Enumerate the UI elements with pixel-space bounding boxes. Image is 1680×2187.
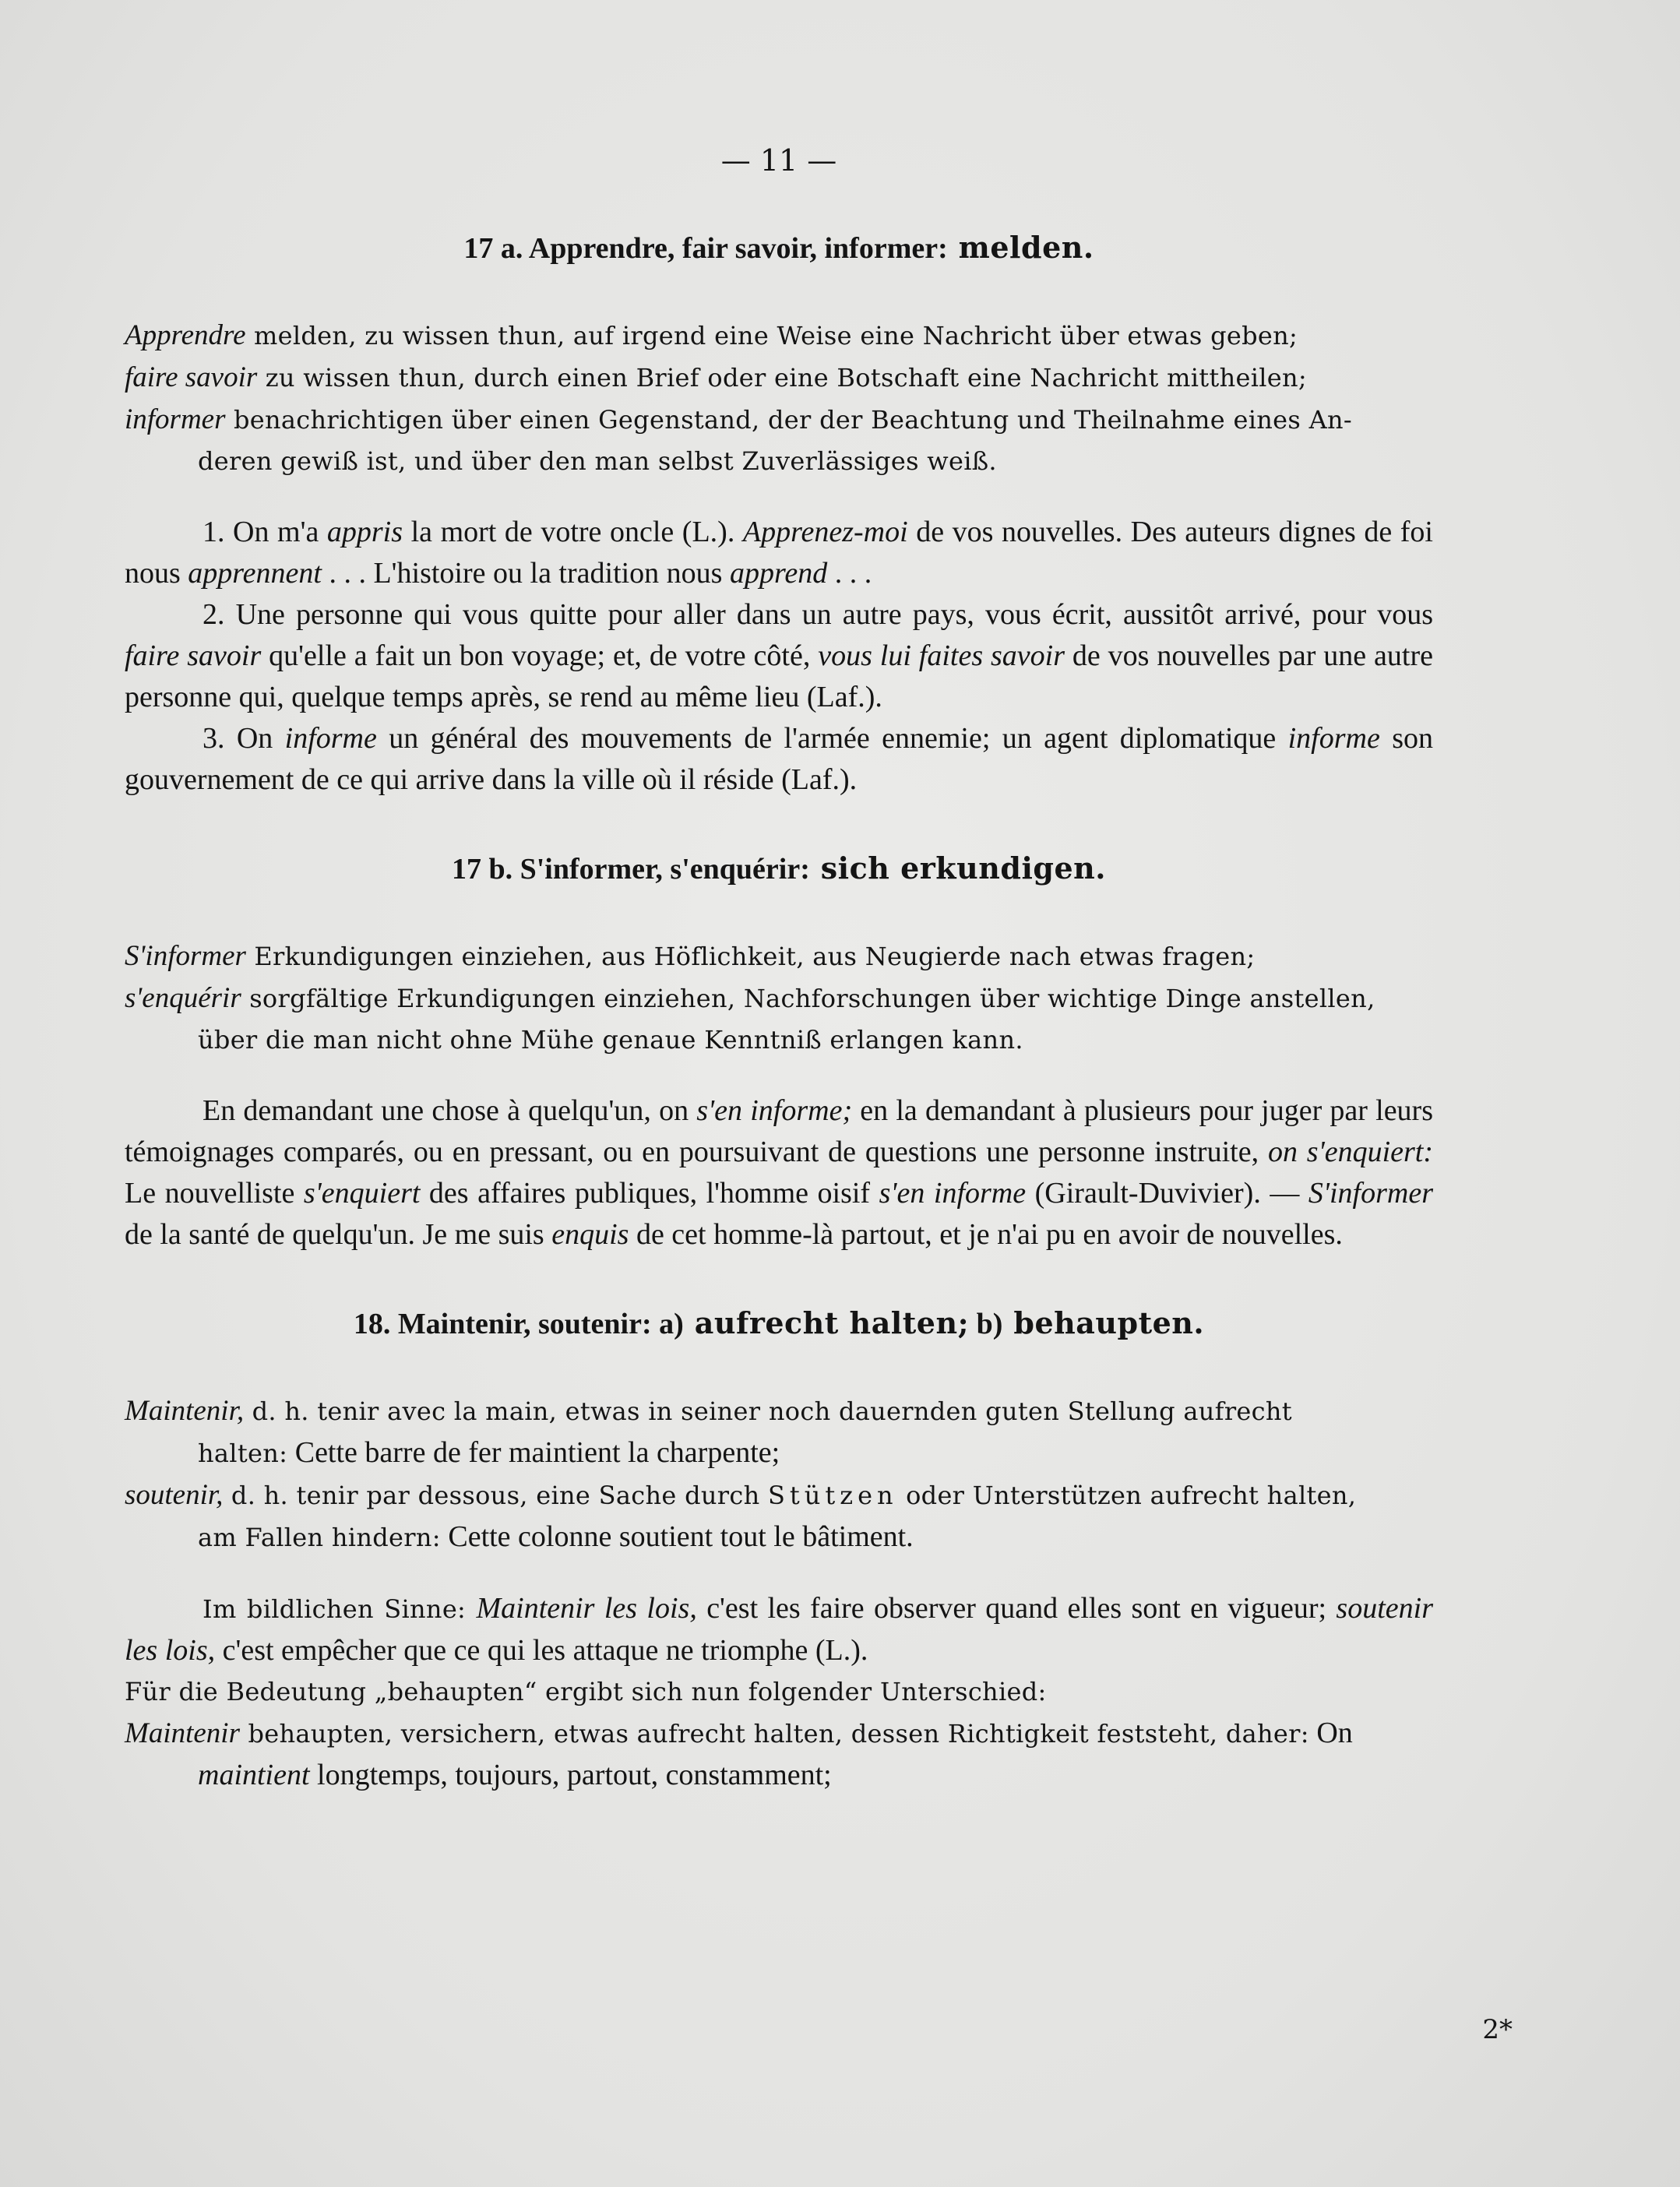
text: la mort de votre oncle (L.). — [403, 516, 743, 548]
italic-text: s'en informe; — [696, 1094, 853, 1127]
spaced-text: Stützen — [767, 1481, 898, 1510]
definition-line — [125, 1474, 1433, 1516]
text: 1. On m'a — [203, 516, 327, 548]
italic-text: apprennent — [188, 557, 322, 590]
text: 2. Une personne qui vous quitte pour aller dans un autre pays, vous écrit, aussitôt arrivé, pour vous — [203, 598, 1433, 631]
definition-line — [125, 1390, 1433, 1432]
section-18-heading — [125, 1302, 1433, 1345]
section-17a-definitions — [125, 315, 1433, 482]
definition-text: d. h. tenir par dessous, eine Sache durch — [223, 1481, 768, 1510]
example-2 — [125, 594, 1433, 718]
section-18-title-mid: b) — [969, 1308, 1003, 1340]
definition-line — [125, 1020, 1433, 1061]
example-text: On — [1308, 1717, 1353, 1749]
example-text: Cette barre de fer maintient la charpente; — [287, 1436, 780, 1469]
text: de cet homme-là partout, et je n'ai pu en avoir de nouvelles. — [629, 1218, 1343, 1251]
term: faire savoir — [125, 361, 258, 393]
section-18-title-de2: behaupten. — [1013, 1305, 1205, 1340]
italic-text: faire savoir — [125, 639, 262, 672]
definition-text: behaupten, versichern, etwas aufrecht halten, dessen Richtigkeit feststeht, daher: — [239, 1719, 1309, 1749]
text: c'est empêcher que ce qui les attaque ne triomphe (L.). — [215, 1634, 868, 1667]
text: son gouvernement de ce qui arrive dans la ville où il réside (Laf.). — [125, 722, 1433, 796]
italic-text: soutenir les lois, — [125, 1592, 1433, 1667]
text: qu'elle a fait un bon voyage; et, de votre côté, — [261, 639, 819, 672]
definition-line — [125, 357, 1433, 399]
section-17a-title: 17 a. Apprendre, fair savoir, informer: — [463, 232, 948, 265]
definition-text: am Fallen hindern: — [198, 1523, 441, 1552]
italic-text: vous lui faites savoir — [818, 639, 1065, 672]
term: Maintenir — [125, 1717, 240, 1749]
term: Maintenir, — [125, 1395, 245, 1427]
section-18-definitions — [125, 1390, 1433, 1558]
text: de vos nouvelles. Des auteurs dignes de foi nous — [125, 516, 1433, 590]
definition-text: d. h. tenir avec la main, etwas in seiner noch dauernden guten Stellung aufrecht — [244, 1396, 1292, 1426]
section-17b-heading — [125, 847, 1433, 890]
text: Für die Bedeutung „behaupten“ ergibt sich nun folgender Unterschied: — [125, 1677, 1047, 1706]
text: en la demandant à plusieurs pour juger par leurs témoignages comparés, ou en pressant, ou en poursuivant de questions une personne instruite, — [125, 1094, 1433, 1168]
italic-text: maintient — [198, 1759, 310, 1791]
italic-text: S'informer — [1308, 1177, 1433, 1210]
term: Apprendre — [125, 319, 246, 351]
italic-text: appris — [326, 516, 403, 548]
italic-text: s'enquiert — [303, 1177, 421, 1210]
definition-line — [125, 1713, 1433, 1755]
text: En demandant une chose à quelqu'un, on — [203, 1094, 697, 1127]
page-content — [125, 140, 1433, 1796]
section-17b-title: 17 b. S'informer, s'enquérir: — [451, 853, 810, 886]
text: un général des mouvements de l'armée ennemie; un agent diplomatique — [376, 722, 1288, 755]
section-17b-title-de: sich erkundigen. — [820, 850, 1106, 886]
italic-text: apprend — [729, 557, 828, 590]
text: de la santé de quelqu'un. Je me suis — [125, 1218, 552, 1251]
example-3 — [125, 718, 1433, 801]
definition-text: oder Unterstützen aufrecht halten, — [897, 1481, 1357, 1510]
definition-text: melden, zu wissen thun, auf irgend eine Weise eine Nachricht über etwas geben; — [245, 321, 1298, 350]
definition-text: halten: — [198, 1439, 288, 1468]
section-17b-paragraph — [125, 1090, 1433, 1256]
definition-line — [125, 1432, 1433, 1474]
text: des affaires publiques, l'homme oisif — [420, 1177, 879, 1210]
text: . . . — [827, 557, 872, 590]
text: de vos nouvelles par une autre personne qui, quelque temps après, se rend au même lieu (Laf.). — [125, 639, 1433, 713]
italic-text: informe — [284, 722, 377, 755]
definition-line — [125, 1755, 1433, 1796]
example-text: Cette colonne soutient tout le bâtiment. — [440, 1520, 914, 1553]
section-18-title-de1: aufrecht halten; — [694, 1305, 970, 1340]
term: S'informer — [125, 940, 246, 972]
example-text: longtemps, toujours, partout, constamment; — [309, 1759, 832, 1791]
italic-text: Maintenir les lois, — [476, 1592, 697, 1625]
section-17a-title-de: melden. — [958, 230, 1094, 265]
example-1 — [125, 512, 1433, 594]
definition-text: zu wissen thun, durch einen Brief oder eine Botschaft eine Nachricht mittheilen; — [257, 363, 1308, 393]
text: c'est les faire observer quand elles sont en vigueur; — [696, 1592, 1337, 1625]
term: informer — [125, 403, 226, 435]
section-18-paragraph-2 — [125, 1671, 1433, 1713]
term: s'enquérir — [125, 982, 241, 1014]
text: Im bildlichen Sinne: — [203, 1594, 477, 1624]
text: Le nouvelliste — [125, 1177, 304, 1210]
italic-text: on s'enquiert: — [1267, 1136, 1433, 1168]
definition-line — [125, 441, 1433, 482]
definition-text: benachrichtigen über einen Gegenstand, der der Beachtung und Theilnahme eines An- — [225, 405, 1353, 435]
italic-text: s'en informe — [879, 1177, 1027, 1210]
definition-line — [125, 1516, 1433, 1558]
section-17b-definitions — [125, 935, 1433, 1061]
definition-line — [125, 935, 1433, 977]
definition-line — [125, 399, 1433, 441]
italic-text: enquis — [551, 1218, 629, 1251]
italic-text: Apprenez-moi — [742, 516, 908, 548]
signature-mark: 2* — [1482, 2014, 1513, 2045]
definition-text: deren gewiß ist, und über den man selbst Zuverlässiges weiß. — [198, 446, 997, 476]
definition-line — [125, 315, 1433, 357]
italic-text: informe — [1287, 722, 1380, 755]
definition-text: sorgfältige Erkundigungen einziehen, Nachforschungen über wichtige Dinge anstellen, — [241, 984, 1375, 1013]
term: soutenir, — [125, 1479, 224, 1511]
definition-line — [125, 977, 1433, 1020]
section-18-paragraph-1 — [125, 1588, 1433, 1671]
section-17a-heading — [125, 227, 1433, 269]
definition-text: Erkundigungen einziehen, aus Höflichkeit, aus Neugierde nach etwas fragen; — [245, 942, 1256, 971]
text: 3. On — [203, 722, 285, 755]
section-18-title: 18. Maintenir, soutenir: a) — [353, 1308, 684, 1340]
text: . . . L'histoire ou la tradition nous — [321, 557, 730, 590]
page-number: — 11 — — [720, 143, 837, 178]
text: (Girault-Duvivier). — — [1026, 1177, 1308, 1210]
definition-text: über die man nicht ohne Mühe genaue Kenntniß erlangen kann. — [198, 1025, 1023, 1055]
